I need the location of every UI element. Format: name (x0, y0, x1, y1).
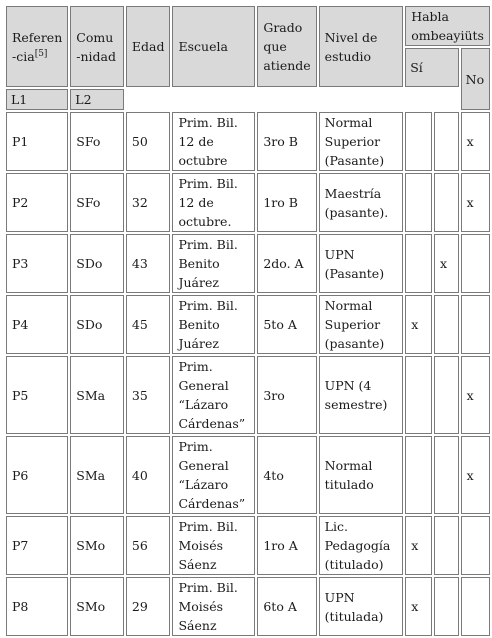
cell-line: (pasante) (324, 336, 385, 351)
table-row (6, 234, 490, 293)
header-nivel-line2: estudio (324, 48, 372, 64)
cell-line: Cárdenas” (178, 416, 246, 431)
cell-l1: x (405, 516, 432, 575)
cell-grado: 1ro B (257, 173, 316, 232)
cell-grado: 4to (257, 436, 316, 514)
header-edad: Edad (126, 6, 171, 87)
cell-referencia: P6 (6, 436, 68, 514)
cell-no (461, 234, 490, 293)
teachers-table (4, 4, 492, 638)
cell-l2 (434, 112, 459, 171)
cell-line: Prim. Bil. (178, 580, 238, 595)
table-body (6, 112, 490, 636)
cell-comunidad: SMo (70, 516, 124, 575)
header-l1: L1 (6, 89, 68, 110)
cell-line: Maestría (324, 185, 382, 201)
header-grado-line3: atiende (263, 58, 311, 73)
table-row (6, 356, 490, 434)
cell-nivel (319, 436, 404, 514)
cell-line: Benito (178, 256, 220, 271)
cell-escuela (172, 516, 255, 575)
cell-nivel (319, 577, 404, 636)
header-l2: L2 (70, 89, 124, 110)
cell-no (461, 577, 490, 636)
cell-nivel (319, 234, 404, 293)
cell-l2: x (434, 234, 459, 293)
header-grado (257, 6, 316, 87)
cell-edad: 50 (126, 112, 171, 171)
cell-line: Normal (324, 458, 373, 473)
cell-line: Prim. Bil. (178, 176, 238, 191)
cell-grado: 6to A (257, 577, 316, 636)
cell-line: Moisés (178, 538, 224, 553)
cell-edad: 35 (126, 356, 171, 434)
cell-escuela (172, 234, 255, 293)
cell-line: (titulado) (324, 557, 384, 572)
cell-no (461, 295, 490, 354)
cell-l2 (434, 173, 459, 232)
cell-no: x (461, 173, 490, 232)
cell-line: Prim. Bil. (178, 519, 238, 534)
cell-l1 (405, 234, 432, 293)
table-row (6, 577, 490, 636)
cell-comunidad: SMa (70, 436, 124, 514)
footnote-ref[interactable]: [5] (34, 48, 48, 59)
cell-l2 (434, 295, 459, 354)
cell-line: Benito (178, 317, 220, 332)
header-comunidad (70, 6, 124, 87)
cell-l2 (434, 516, 459, 575)
table-row (6, 173, 490, 232)
cell-line: Moisés (178, 599, 224, 614)
cell-line: semestre) (324, 397, 388, 412)
cell-no: x (461, 356, 490, 434)
cell-referencia: P5 (6, 356, 68, 434)
cell-l1: x (405, 577, 432, 636)
table-row (6, 436, 490, 514)
header-referencia-line2: -cia (12, 48, 35, 64)
cell-line: Superior (324, 317, 381, 332)
cell-l1 (405, 112, 432, 171)
header-nivel-line1: Nivel de (324, 29, 378, 45)
cell-nivel (319, 356, 404, 434)
cell-line: UPN (324, 246, 355, 262)
cell-comunidad: SDo (70, 295, 124, 354)
cell-edad: 40 (126, 436, 171, 514)
cell-comunidad: SDo (70, 234, 124, 293)
cell-line: UPN (4 (324, 378, 372, 393)
cell-l2 (434, 436, 459, 514)
header-habla-line2: ombeayiüts (411, 28, 484, 43)
cell-edad: 29 (126, 577, 171, 636)
cell-line: Prim. (178, 359, 213, 374)
header-grado-line2: que (263, 39, 287, 54)
cell-comunidad: SFo (70, 112, 124, 171)
cell-line: Prim. Bil. (178, 237, 238, 252)
cell-edad: 32 (126, 173, 171, 232)
cell-grado: 5to A (257, 295, 316, 354)
cell-escuela (172, 173, 255, 232)
header-comunidad-line1: Comu (76, 29, 114, 45)
cell-comunidad: SFo (70, 173, 124, 232)
cell-line: Sáenz (178, 557, 217, 572)
cell-no: x (461, 436, 490, 514)
cell-grado: 1ro A (257, 516, 316, 575)
cell-no (461, 516, 490, 575)
cell-line: Prim. Bil. (178, 298, 238, 313)
cell-referencia: P1 (6, 112, 68, 171)
cell-l1: x (405, 295, 432, 354)
header-referencia-line1: Referen (12, 29, 63, 45)
cell-l1 (405, 173, 432, 232)
cell-line: Lic. (324, 519, 348, 534)
cell-grado: 3ro (257, 356, 316, 434)
cell-line: Juárez (178, 275, 219, 290)
cell-line: Superior (324, 134, 381, 149)
cell-line: (pasante). (324, 204, 389, 220)
cell-l1 (405, 356, 432, 434)
cell-line: Sáenz (178, 618, 217, 633)
cell-line: General (178, 458, 229, 473)
cell-line: “Lázaro (178, 477, 229, 492)
cell-nivel (319, 516, 404, 575)
cell-nivel (319, 112, 404, 171)
cell-edad: 43 (126, 234, 171, 293)
cell-referencia: P4 (6, 295, 68, 354)
header-habla (405, 6, 490, 46)
cell-line: (Pasante) (324, 265, 385, 281)
header-grado-line1: Grado (263, 20, 303, 35)
cell-comunidad: SMo (70, 577, 124, 636)
cell-edad: 45 (126, 295, 171, 354)
cell-line: Cárdenas” (178, 496, 246, 511)
header-habla-line1: Habla (411, 9, 449, 24)
cell-line: (Pasante) (324, 153, 385, 168)
cell-edad: 56 (126, 516, 171, 575)
header-si: Sí (405, 48, 458, 87)
cell-escuela (172, 356, 255, 434)
cell-line: General (178, 378, 229, 393)
cell-no: x (461, 112, 490, 171)
header-referencia (6, 6, 68, 87)
cell-grado: 3ro B (257, 112, 316, 171)
cell-line: 12 de (178, 195, 214, 210)
header-escuela: Escuela (172, 6, 255, 87)
cell-l1 (405, 436, 432, 514)
cell-nivel (319, 295, 404, 354)
cell-escuela (172, 577, 255, 636)
cell-line: Prim. Bil. (178, 115, 238, 130)
cell-comunidad: SMa (70, 356, 124, 434)
table-row (6, 112, 490, 171)
table-row (6, 295, 490, 354)
table-header (6, 6, 490, 110)
cell-l2 (434, 577, 459, 636)
cell-line: “Lázaro (178, 397, 229, 412)
cell-line: Juárez (178, 336, 219, 351)
table-row (6, 516, 490, 575)
cell-line: Normal (324, 298, 373, 313)
header-no: No (461, 48, 490, 110)
cell-line: octubre (178, 153, 228, 168)
cell-referencia: P7 (6, 516, 68, 575)
cell-line: Prim. (178, 439, 213, 454)
cell-line: octubre. (178, 214, 232, 229)
cell-l2 (434, 356, 459, 434)
cell-line: titulado (324, 477, 374, 492)
cell-referencia: P2 (6, 173, 68, 232)
cell-referencia: P3 (6, 234, 68, 293)
cell-escuela (172, 112, 255, 171)
cell-line: Normal (324, 115, 373, 130)
cell-escuela (172, 295, 255, 354)
cell-line: 12 de (178, 134, 214, 149)
header-nivel (319, 6, 404, 87)
cell-referencia: P8 (6, 577, 68, 636)
header-comunidad-line2: -nidad (76, 48, 116, 64)
cell-escuela (172, 436, 255, 514)
cell-line: Pedagogía (324, 538, 391, 553)
cell-line: UPN (titulada) (324, 589, 384, 624)
cell-grado: 2do. A (257, 234, 316, 293)
cell-nivel (319, 173, 404, 232)
